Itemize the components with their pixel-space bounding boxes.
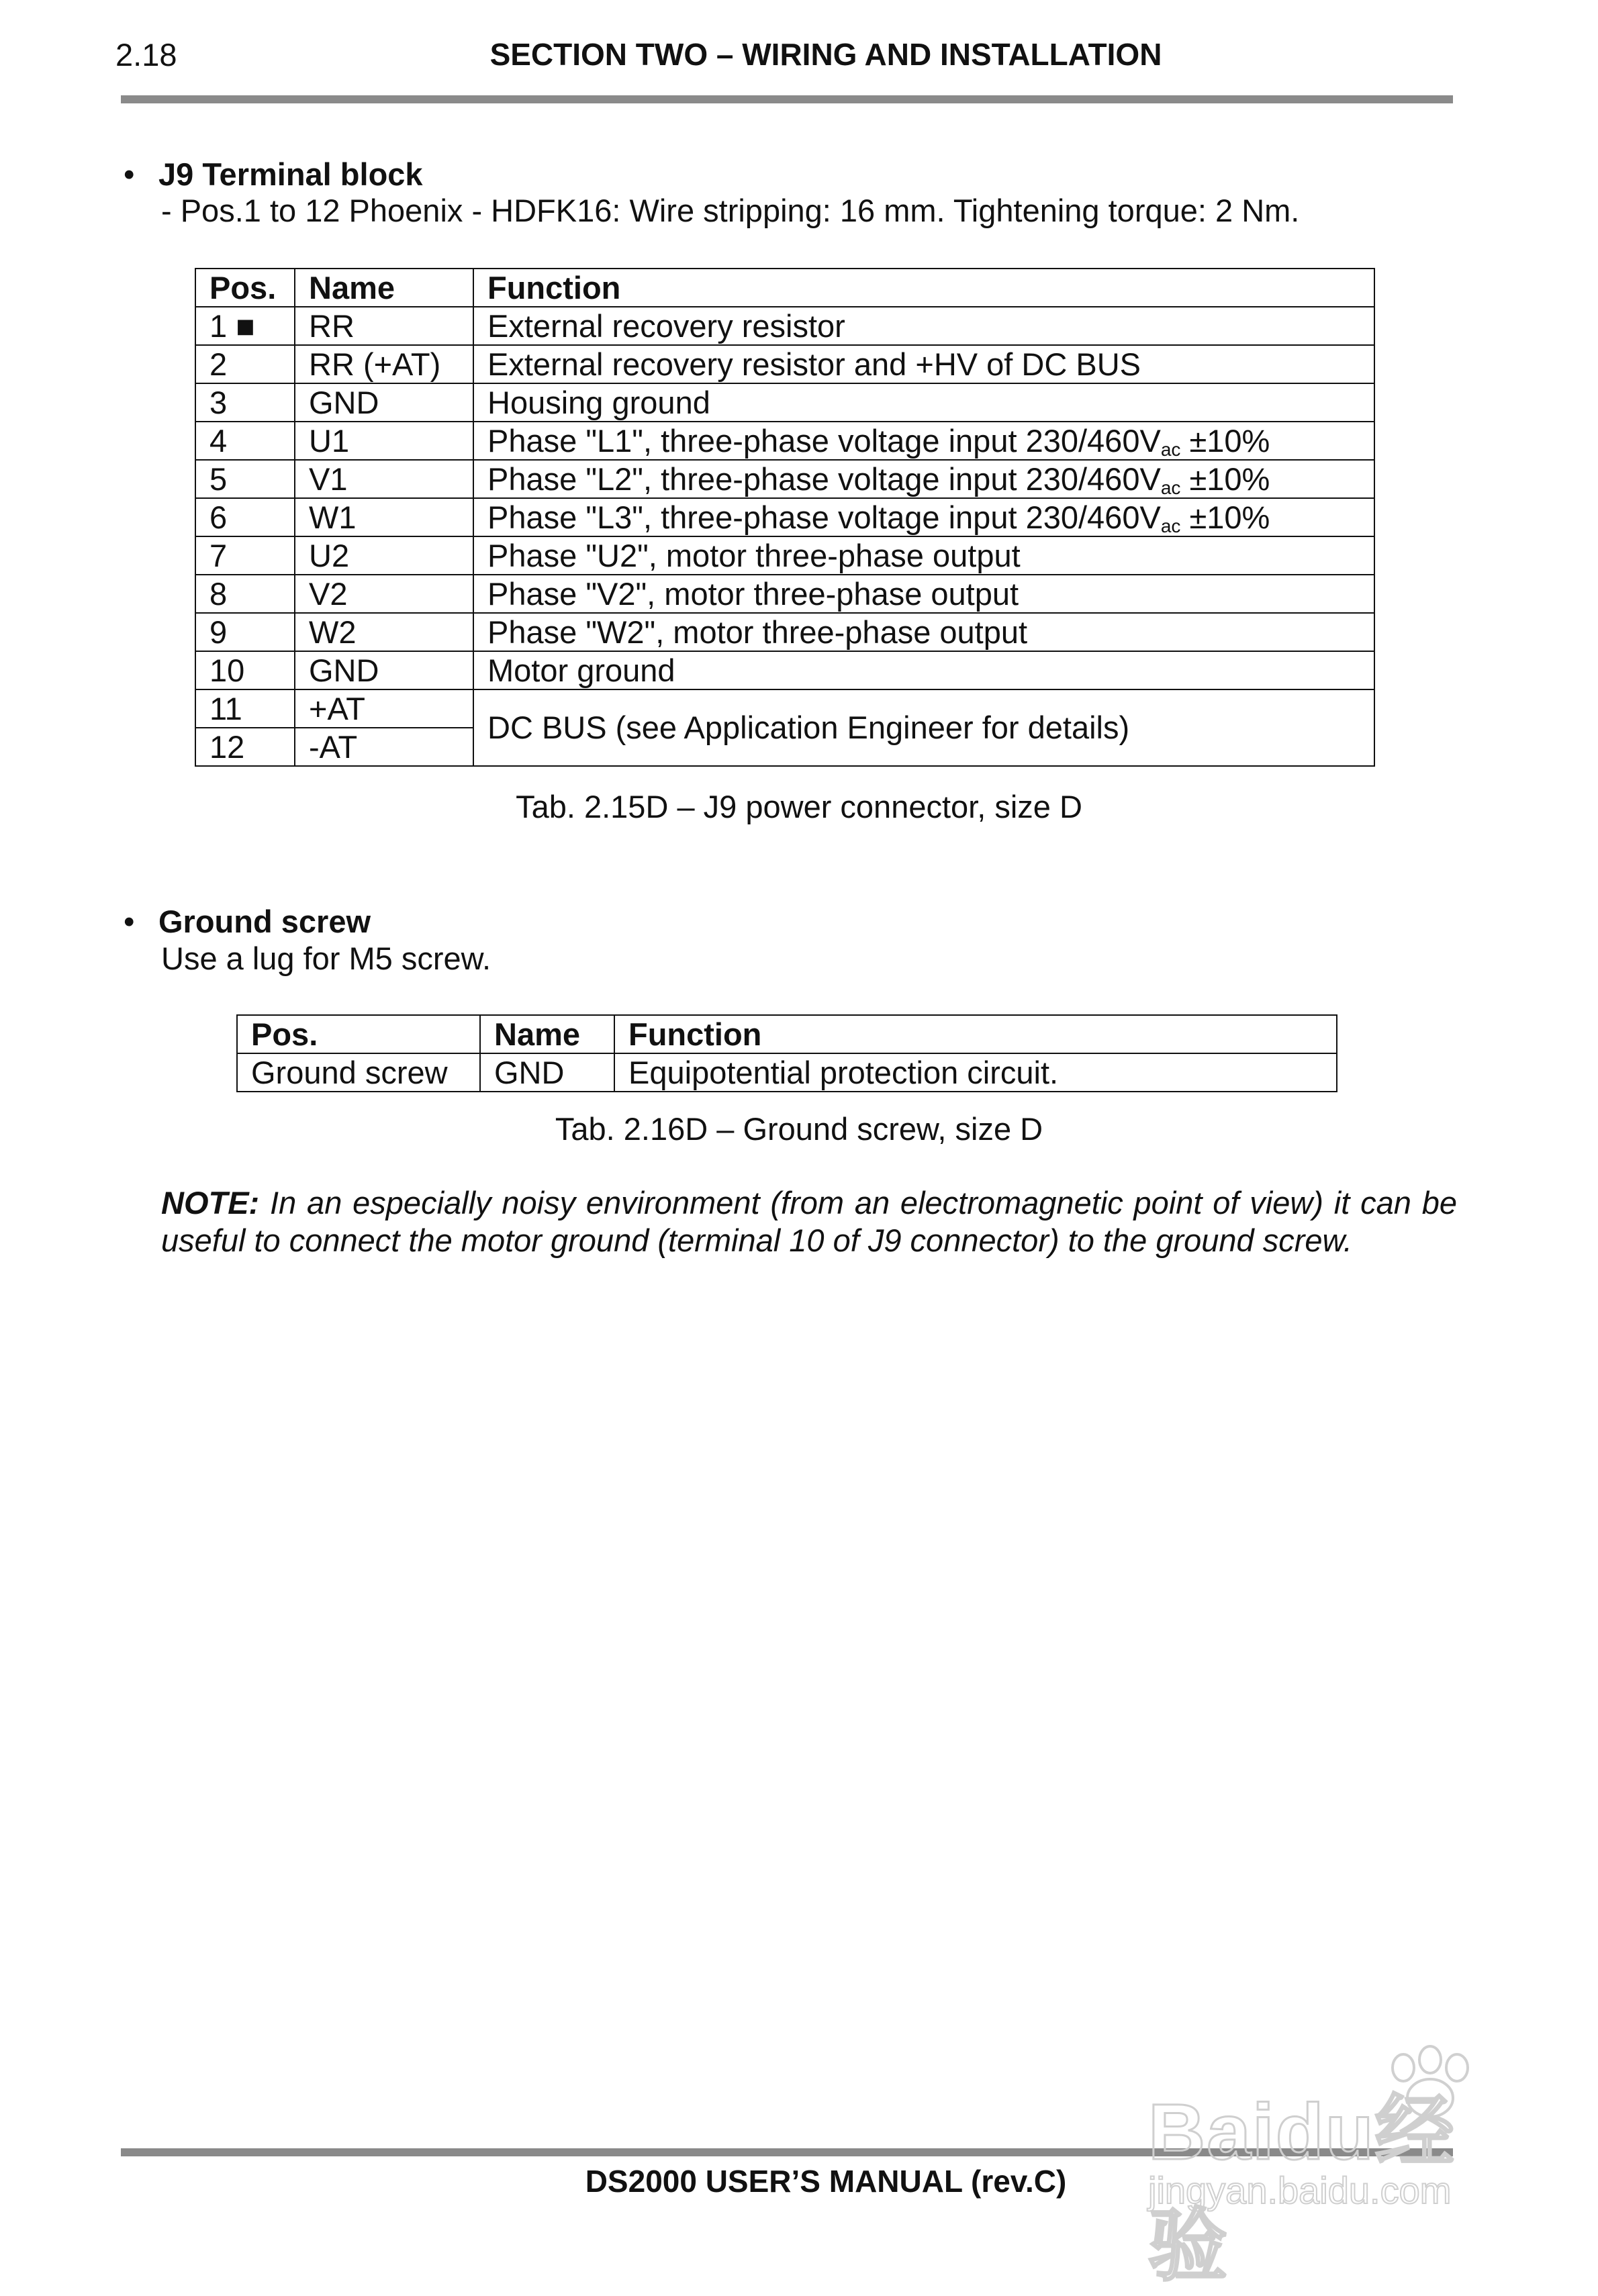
cell-pos: 3 — [195, 383, 295, 422]
table-row — [195, 460, 1374, 498]
cell-pos: 4 — [195, 422, 295, 460]
cell-name: GND — [480, 1053, 614, 1092]
col-header-pos: Pos. — [195, 269, 295, 307]
j9-spec-line: - Pos.1 to 12 Phoenix - HDFK16: Wire stripping: 16 mm. Tightening torque: 2 Nm. — [161, 193, 1300, 228]
table-row — [195, 613, 1374, 651]
cell-function: Phase "L1", three-phase voltage input $230/460V_{ac} \pm 10\%$ — [473, 422, 1374, 460]
ground-heading: • Ground screw — [124, 904, 371, 939]
section-title: SECTION TWO – WIRING AND INSTALLATION — [489, 37, 1162, 72]
note-text: In an especially noisy environment (from an electromagnetic point of view) it can be useful to connect the motor ground (terminal 10 of J9 connector) to the ground screw. — [161, 1185, 1457, 1258]
col-header-function: Function — [473, 269, 1374, 307]
bullet-icon: • — [124, 156, 135, 192]
table-row — [195, 422, 1374, 460]
col-header-pos: Pos. — [237, 1015, 480, 1053]
note-paragraph — [161, 1184, 1457, 1259]
cell-pos: 8 — [195, 575, 295, 613]
ground-text: Use a lug for M5 screw. — [161, 941, 491, 976]
cell-name: +AT — [295, 689, 473, 728]
note-label: NOTE: — [161, 1185, 260, 1221]
table-header-row — [195, 269, 1374, 307]
cell-name: GND — [295, 651, 473, 689]
cell-function: Motor ground — [473, 651, 1374, 689]
cell-pos: 12 — [195, 728, 295, 766]
cell-pos: 1 ■ — [195, 307, 295, 345]
table-row — [195, 345, 1374, 383]
cell-name: RR (+AT) — [295, 345, 473, 383]
col-header-function: Function — [614, 1015, 1337, 1053]
cell-name: RR — [295, 307, 473, 345]
header-rule — [121, 95, 1453, 103]
cell-function: Phase "V2", motor three-phase output — [473, 575, 1374, 613]
cell-pos: 5 — [195, 460, 295, 498]
table-row — [195, 651, 1374, 689]
cell-function: Phase "W2", motor three-phase output — [473, 613, 1374, 651]
cell-name: U1 — [295, 422, 473, 460]
cell-function: Housing ground — [473, 383, 1374, 422]
footer-title: DS2000 USER’S MANUAL (rev.C) — [585, 2164, 1067, 2199]
cell-pos: 6 — [195, 498, 295, 536]
cell-pos: 7 — [195, 536, 295, 575]
cell-pos: 10 — [195, 651, 295, 689]
table-row — [195, 383, 1374, 422]
cell-name: -AT — [295, 728, 473, 766]
watermark-brand: Baidu经验 — [1148, 2088, 1456, 2291]
watermark — [1141, 2041, 1517, 2291]
cell-name: V2 — [295, 575, 473, 613]
col-header-name: Name — [295, 269, 473, 307]
cell-function: External recovery resistor — [473, 307, 1374, 345]
cell-name: GND — [295, 383, 473, 422]
ground-screw-table — [236, 1014, 1337, 1092]
table-row — [195, 575, 1374, 613]
watermark-url: jingyan.baidu.com — [1148, 2169, 1452, 2211]
cell-function: Equipotential protection circuit. — [614, 1053, 1337, 1092]
col-header-name: Name — [480, 1015, 614, 1053]
cell-name: W2 — [295, 613, 473, 651]
cell-name: V1 — [295, 460, 473, 498]
ground-table-caption: Tab. 2.16D – Ground screw, size D — [555, 1111, 1043, 1147]
cell-function-merged: DC BUS (see Application Engineer for details) — [473, 689, 1374, 766]
cell-pos: 2 — [195, 345, 295, 383]
table-row — [195, 689, 1374, 728]
cell-name: W1 — [295, 498, 473, 536]
table-row — [237, 1053, 1337, 1092]
cell-pos: 9 — [195, 613, 295, 651]
cell-function: External recovery resistor and +HV of DC BUS — [473, 345, 1374, 383]
cell-pos: 11 — [195, 689, 295, 728]
cell-function: Phase "L3", three-phase voltage input $230/460V_{ac} \pm 10\%$ — [473, 498, 1374, 536]
table-row — [195, 536, 1374, 575]
bullet-icon: • — [124, 904, 135, 939]
cell-function: Phase "U2", motor three-phase output — [473, 536, 1374, 575]
j9-heading: • J9 Terminal block — [124, 156, 423, 192]
j9-table-caption: Tab. 2.15D – J9 power connector, size D — [516, 789, 1082, 824]
cell-function: Phase "L2", three-phase voltage input $230/460V_{ac} \pm 10\%$ — [473, 460, 1374, 498]
page-number: 2.18 — [115, 37, 177, 73]
cell-pos: Ground screw — [237, 1053, 480, 1092]
table-row — [195, 498, 1374, 536]
table-header-row — [237, 1015, 1337, 1053]
table-row — [195, 307, 1374, 345]
j9-terminal-table — [195, 268, 1375, 767]
cell-name: U2 — [295, 536, 473, 575]
